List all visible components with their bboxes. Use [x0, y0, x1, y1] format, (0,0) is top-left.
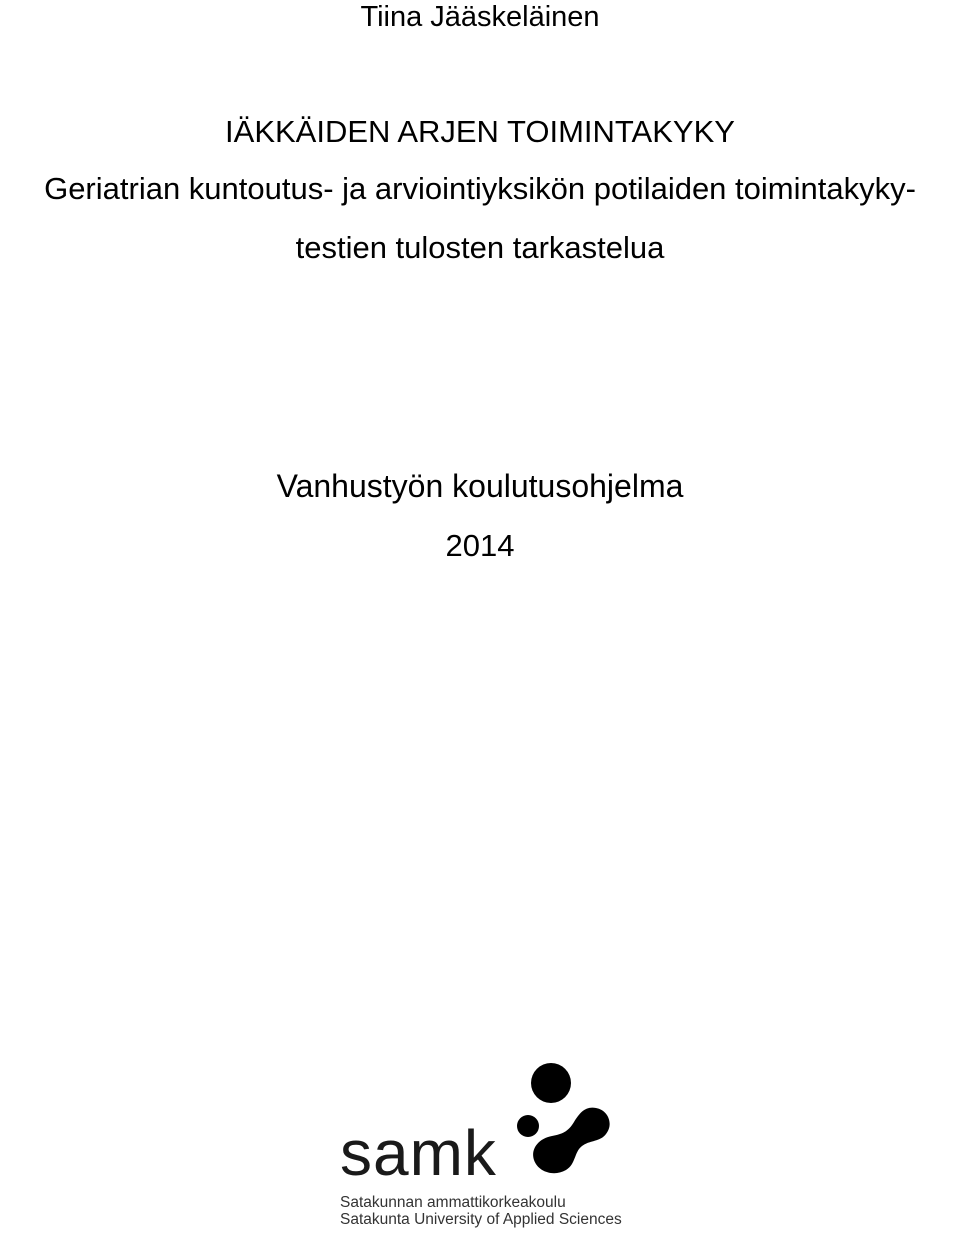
- logo-wordmark: samk: [340, 1117, 497, 1189]
- logo-name-english: Satakunta University of Applied Sciences: [340, 1211, 622, 1228]
- samk-logo: [338, 1060, 628, 1232]
- degree-programme: Vanhustyön koulutusohjelma: [276, 468, 684, 504]
- thesis-subtitle-line-2: testien tulosten tarkastelua: [295, 230, 665, 265]
- author-name: Tiina Jääskeläinen: [360, 1, 600, 33]
- thesis-subtitle-line-1: Geriatrian kuntoutus- ja arviointiyksikön potilaiden toimintakyky-: [44, 171, 916, 206]
- thesis-title: IÄKKÄIDEN ARJEN TOIMINTAKYKY: [225, 114, 735, 149]
- logo-name-finnish: Satakunnan ammattikorkeakoulu: [340, 1194, 566, 1211]
- publication-year: 2014: [445, 528, 515, 563]
